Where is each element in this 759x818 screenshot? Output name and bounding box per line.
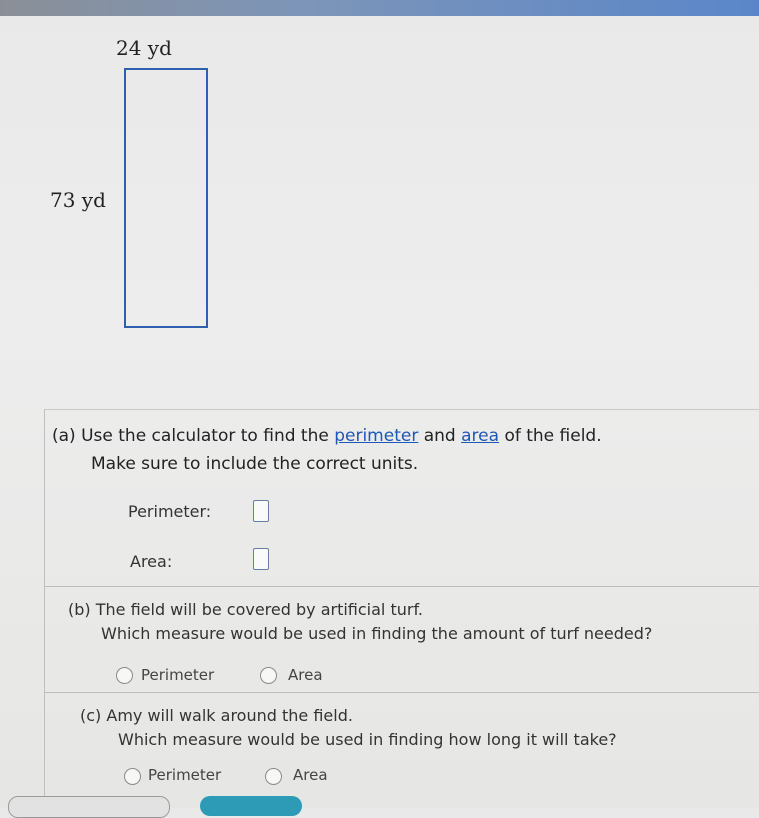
area-answer-field[interactable]	[253, 548, 269, 570]
option-c-perimeter-label: Perimeter	[148, 766, 222, 784]
part-c-prompt: (c) Amy will walk around the field.	[80, 706, 353, 725]
part-b-prompt: (b) The field will be covered by artificial turf.	[68, 600, 423, 619]
top-bar	[0, 0, 759, 16]
height-label: 73 yd	[50, 188, 106, 212]
divider	[44, 692, 759, 693]
radio-b-perimeter[interactable]	[116, 667, 133, 684]
radio-c-perimeter[interactable]	[124, 768, 141, 785]
perimeter-answer-field[interactable]	[253, 500, 269, 522]
secondary-button[interactable]	[8, 796, 170, 818]
option-c-area-label: Area	[293, 766, 328, 784]
field-rectangle	[124, 68, 208, 328]
part-c-question: Which measure would be used in finding how long it will take?	[118, 730, 617, 749]
perimeter-label: Perimeter:	[128, 502, 212, 521]
width-label: 24 yd	[116, 36, 172, 60]
radio-b-area[interactable]	[260, 667, 277, 684]
primary-button[interactable]	[200, 796, 302, 816]
option-b-perimeter-label: Perimeter	[141, 666, 215, 684]
divider	[44, 586, 759, 587]
part-a-text-start: (a) Use the calculator to find the	[52, 426, 335, 446]
part-a-text-mid: and	[418, 426, 462, 446]
radio-c-area[interactable]	[265, 768, 282, 785]
part-b-question: Which measure would be used in finding the amount of turf needed?	[101, 624, 653, 643]
part-a-text-end: of the field.	[499, 426, 602, 446]
part-a-prompt	[52, 426, 602, 446]
part-a-instruction: Make sure to include the correct units.	[91, 454, 419, 474]
area-label: Area:	[130, 552, 173, 571]
option-b-area-label: Area	[288, 666, 323, 684]
perimeter-link[interactable]: perimeter	[334, 426, 419, 446]
area-link[interactable]: area	[461, 426, 500, 446]
